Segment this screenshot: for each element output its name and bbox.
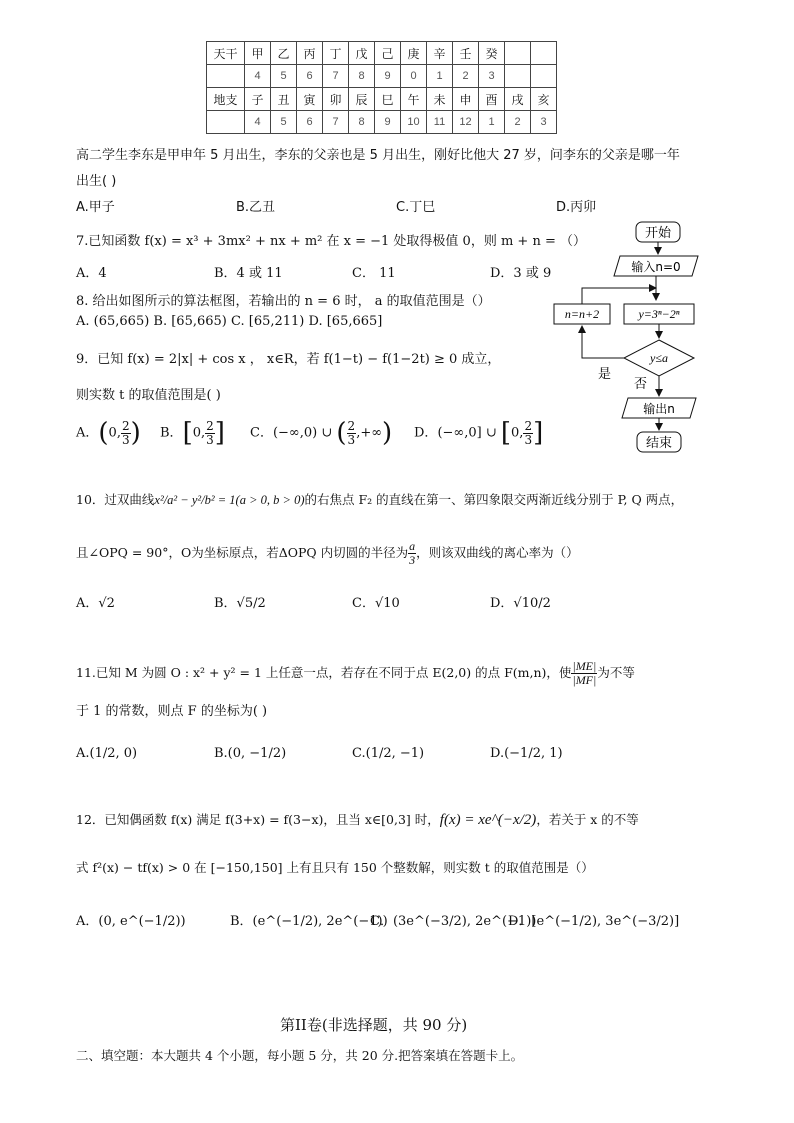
q12-option-a: A．(0, e^(−1/2)) xyxy=(76,914,186,929)
q10-hyperbola: x²/a² − y²/b² = 1(a > 0, b > 0) xyxy=(154,493,305,507)
option-text: ,+∞ xyxy=(356,425,383,441)
table-cell: 4 xyxy=(245,111,271,134)
q7-option-a: A．4 xyxy=(76,266,107,281)
q12-stem-cont: 式 f²(x) − tf(x) > 0 在 [−150,150] 上有且只有 150 个整数解，则实数 t 的取值范围是（） xyxy=(76,860,594,875)
table-cell: 午 xyxy=(401,88,427,111)
q7-option-b: B．4 或 11 xyxy=(214,266,283,281)
table-cell: 10 xyxy=(401,111,427,134)
table-cell: 11 xyxy=(427,111,453,134)
q11-option-d: D.(−1/2, 1) xyxy=(490,746,563,761)
q9-stem-cont: 则实数 t 的取值范围是( ) xyxy=(76,388,221,403)
table-cell: 8 xyxy=(349,65,375,88)
q10-option-a: A．√2 xyxy=(76,596,115,611)
table-cell: 戌 xyxy=(505,88,531,111)
option-label: D． xyxy=(414,425,438,441)
q6-option-d: D.丙卯 xyxy=(556,200,597,215)
q10-line2b: ，则该双曲线的离心率为（） xyxy=(416,545,579,560)
q10-stem xyxy=(76,490,683,508)
flow-start-label: 开始 xyxy=(644,226,672,241)
option-text: (−∞,0] ∪ xyxy=(437,425,501,441)
option-text: 0, xyxy=(108,425,121,441)
table-cell: 1 xyxy=(427,65,453,88)
table-cell: 壬 xyxy=(453,42,479,65)
table-row xyxy=(207,111,557,134)
q12-line1: 12．已知偶函数 f(x) 满足 f(3+x) = f(3−x)，且当 x∈[0,3] 时， xyxy=(76,812,440,827)
q9-option-c: C．(−∞,0) ∪ ( $\frac{2}{3}$ ,+∞) xyxy=(250,418,393,448)
fraction: $\frac{2}{3}$ xyxy=(121,418,130,447)
fraction: $\frac{a}{3}$ xyxy=(409,539,416,567)
flow-no-label: 否 xyxy=(634,377,648,392)
option-label: A． xyxy=(76,425,99,441)
table-cell: 12 xyxy=(453,111,479,134)
q12-option-c: C．(3e^(−3/2), 2e^(−1)) xyxy=(370,914,537,929)
table-cell xyxy=(531,65,557,88)
table-cell xyxy=(505,65,531,88)
table-cell: 9 xyxy=(375,65,401,88)
table-cell: 8 xyxy=(349,111,375,134)
table-cell: 丙 xyxy=(297,42,323,65)
table-cell xyxy=(207,111,245,134)
q6-option-b: B.乙丑 xyxy=(236,200,276,215)
table-cell: 3 xyxy=(531,111,557,134)
q7-stem: 7.已知函数 f(x) = x³ + 3mx² + nx + m² 在 x = −1 处取得极值 0，则 m + n = （） xyxy=(76,234,586,249)
fraction: $\frac{2}{3}$ xyxy=(524,418,533,447)
q9-stem: 9．已知 f(x) = 2|x| + cos x ， x∈R，若 f(1−t) − f(1−2t) ≥ 0 成立， xyxy=(76,352,501,367)
flow-output-label: 输出n xyxy=(643,402,675,416)
table-cell: 酉 xyxy=(479,88,505,111)
q6-option-a: A.甲子 xyxy=(76,200,115,215)
flow-assign-label: y=3ⁿ−2ⁿ xyxy=(638,307,680,321)
q6-stem-cont: 出生( ) xyxy=(76,174,117,189)
q11-option-b: B.(0, −1/2) xyxy=(214,746,287,761)
q12-stem xyxy=(76,810,639,829)
algorithm-flowchart xyxy=(548,218,704,458)
table-row xyxy=(207,42,557,65)
flow-end-label: 结束 xyxy=(645,436,673,451)
table-cell: 3 xyxy=(479,65,505,88)
q10-option-b: B．√5/2 xyxy=(214,596,266,611)
stems-branches-table xyxy=(206,41,557,134)
table-cell: 辰 xyxy=(349,88,375,111)
q8-options: A. (65,665) B. [65,665) C. [65,211) D. [65,665] xyxy=(76,314,383,329)
table-cell: 卯 xyxy=(323,88,349,111)
table-cell: 乙 xyxy=(271,42,297,65)
table-row xyxy=(207,88,557,111)
q11-option-a: A.(1/2, 0) xyxy=(76,746,138,761)
table-cell: 2 xyxy=(505,111,531,134)
q11-stem xyxy=(76,660,635,687)
q7-option-c: C． 11 xyxy=(352,266,396,281)
option-text: 0, xyxy=(192,425,206,441)
table-cell: 天干 xyxy=(207,42,245,65)
table-cell: 丑 xyxy=(271,88,297,111)
table-cell: 未 xyxy=(427,88,453,111)
table-cell xyxy=(505,42,531,65)
table-cell: 戊 xyxy=(349,42,375,65)
q10-line2a: 且∠OPQ = 90°，O为坐标原点，若ΔOPQ 内切圆的半径为 xyxy=(76,545,409,560)
table-cell: 6 xyxy=(297,65,323,88)
table-cell: 6 xyxy=(297,111,323,134)
table-cell: 寅 xyxy=(297,88,323,111)
q12-fx: f(x) = xe^(−x/2) xyxy=(439,812,537,828)
table-cell: 1 xyxy=(479,111,505,134)
section-title: 第II卷(非选择题，共 90 分) xyxy=(280,1016,468,1034)
q10-prefix: 10．过双曲线 xyxy=(76,492,155,507)
table-row xyxy=(207,65,557,88)
option-text: (−∞,0) ∪ xyxy=(272,425,337,441)
option-label: C． xyxy=(250,425,273,441)
table-cell xyxy=(207,65,245,88)
table-cell: 7 xyxy=(323,111,349,134)
q6-stem: 高二学生李东是甲申年 5 月出生，李东的父亲也是 5 月出生，刚好比他大 27 岁，问李东的父亲是哪一年 xyxy=(76,148,680,163)
table-cell: 4 xyxy=(245,65,271,88)
table-cell: 7 xyxy=(323,65,349,88)
flow-increment-label: n=n+2 xyxy=(564,307,600,321)
table-cell: 丁 xyxy=(323,42,349,65)
q10-option-c: C．√10 xyxy=(352,596,400,611)
table-cell: 己 xyxy=(375,42,401,65)
flow-input-label: 输入n=0 xyxy=(631,260,681,274)
q12-line1b: ，若关于 x 的不等 xyxy=(536,812,639,827)
flow-condition-label: y≤a xyxy=(650,351,668,365)
q9-option-d: D．(−∞,0] ∪ [0, $\frac{2}{3}$ ] xyxy=(414,418,544,448)
q9-option-a: A．(0, $\frac{2}{3}$ ) xyxy=(76,418,141,448)
q6-option-c: C.丁巳 xyxy=(396,200,436,215)
q11-stem-cont: 于 1 的常数，则点 F 的坐标为( ) xyxy=(76,704,268,719)
table-cell: 子 xyxy=(245,88,271,111)
q7-option-d: D．3 或 9 xyxy=(490,266,552,281)
table-cell: 9 xyxy=(375,111,401,134)
table-cell: 5 xyxy=(271,65,297,88)
q8-stem: 8. 给出如图所示的算法框图，若输出的 n = 6 时， a 的取值范围是（） xyxy=(76,294,491,309)
q11-line1a: 11.已知 M 为圆 O : x² + y² = 1 上任意一点，若存在不同于点 E(2,0) 的点 F(m,n)，使 xyxy=(76,665,572,680)
table-cell: 甲 xyxy=(245,42,271,65)
section-instruction: 二、填空题：本大题共 4 个小题，每小题 5 分，共 20 分.把答案填在答题卡上。 xyxy=(76,1048,524,1063)
q11-line1b: 为不等 xyxy=(597,665,635,680)
table-cell: 地支 xyxy=(207,88,245,111)
q10-stem-cont xyxy=(76,540,579,567)
q12-option-b: B．(e^(−1/2), 2e^(−1)) xyxy=(230,914,388,929)
q10-rest: 的右焦点 F₂ 的直线在第一、第四象限交两渐近线分别于 P, Q 两点， xyxy=(304,492,684,507)
table-cell: 2 xyxy=(453,65,479,88)
option-label: B． xyxy=(160,425,183,441)
q10-option-d: D．√10/2 xyxy=(490,596,551,611)
table-cell: 庚 xyxy=(401,42,427,65)
table-cell: 巳 xyxy=(375,88,401,111)
option-text: 0, xyxy=(511,425,524,441)
table-cell: 辛 xyxy=(427,42,453,65)
q12-option-d: D．[e^(−1/2), 3e^(−3/2)] xyxy=(508,914,680,929)
table-cell: 申 xyxy=(453,88,479,111)
fraction: $\frac{2}{3}$ xyxy=(206,418,214,447)
table-cell: 亥 xyxy=(531,88,557,111)
table-cell: 5 xyxy=(271,111,297,134)
table-cell: 0 xyxy=(401,65,427,88)
q9-option-b: B．[0, $\frac{2}{3}$ ] xyxy=(160,418,225,448)
fraction: $\frac{2}{3}$ xyxy=(347,418,356,447)
fraction: $\frac{|ME|}{|MF|}$ xyxy=(572,659,597,687)
table-cell: 癸 xyxy=(479,42,505,65)
flow-yes-label: 是 xyxy=(598,367,612,382)
table-cell xyxy=(531,42,557,65)
q11-option-c: C.(1/2, −1) xyxy=(352,746,425,761)
